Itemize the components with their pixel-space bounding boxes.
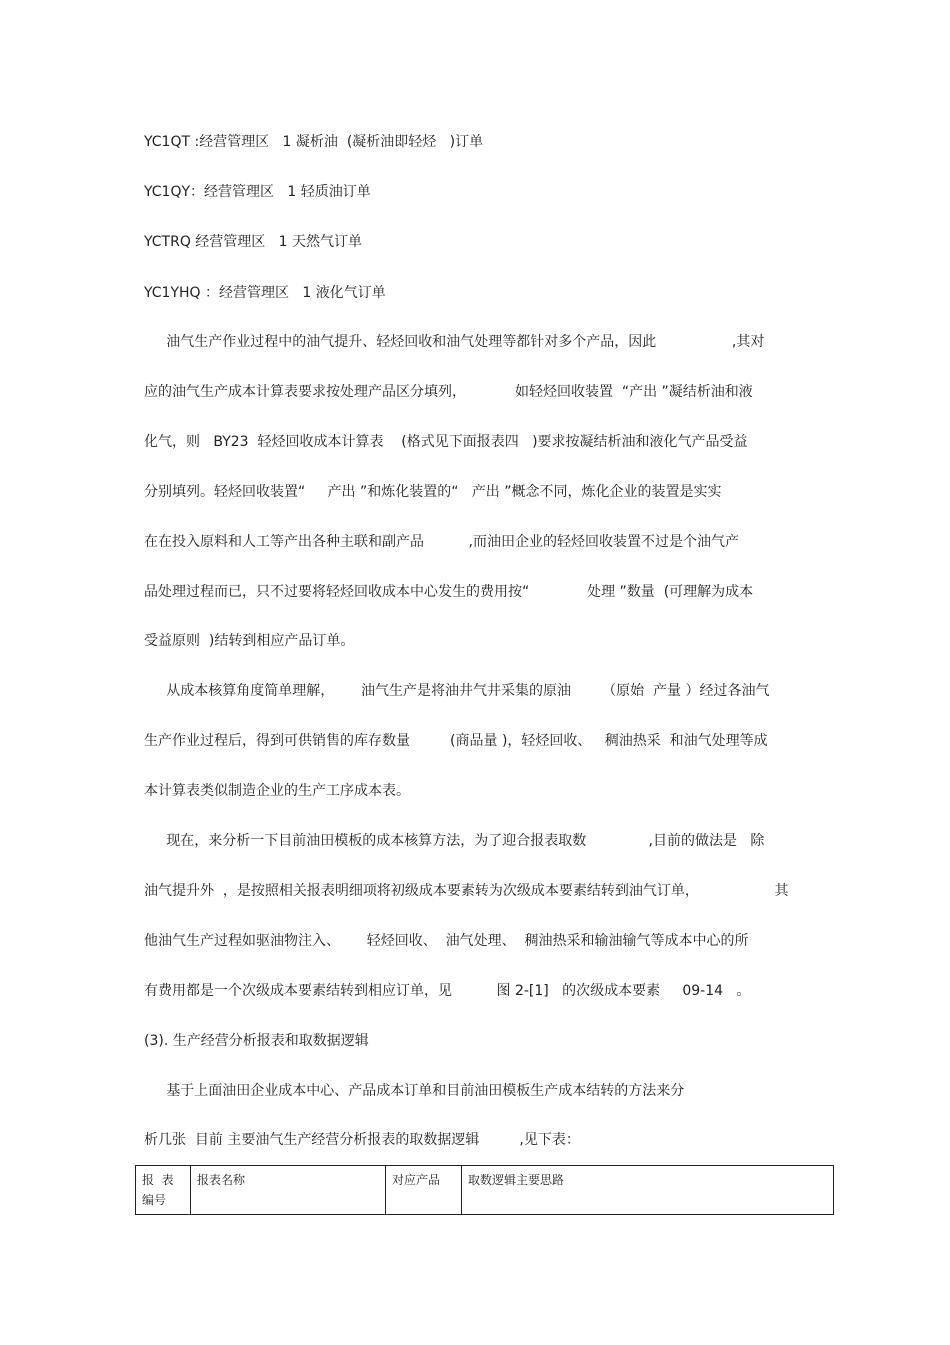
text-line: 本计算表类似制造企业的生产工序成本表。 — [144, 783, 410, 799]
text-line: 有费用都是一个次级成本要素结转到相应订单，见 图 2-[1] 的次级成本要素 09-14 。 — [144, 983, 751, 999]
text-line: YC1YHQ ：经营管理区 1 液化气订单 — [144, 285, 386, 301]
text-line: YCTRQ 经营管理区 1 天然气订单 — [144, 234, 363, 250]
text-line: 析几张 目前 主要油气生产经营分析报表的取数据逻辑 ,见下表： — [144, 1132, 580, 1148]
text-line: 现在，来分析一下目前油田模板的成本核算方法，为了迎合报表取数 ,目前的做法是 除 — [144, 833, 765, 849]
text-line: 油气提升外 ，是按照相关报表明细项将初级成本要素转为次级成本要素结转到油气订单， 其 — [144, 883, 789, 899]
text-line: 油气生产作业过程中的油气提升、轻烃回收和油气处理等都针对多个产品，因此 ,其对 — [144, 334, 765, 350]
header-report-number: 报 表 编号 — [136, 1166, 191, 1215]
text-line: YC1QT :经营管理区 1 凝析油 (凝析油即轻烃 )订单 — [144, 134, 484, 150]
text-line: 生产作业过程后，得到可供销售的库存数量 (商品量 )，轻烃回收、 稠油热采 和油气处理等成 — [144, 733, 768, 749]
text-line: 受益原则 )结转到相应产品订单。 — [144, 633, 355, 649]
text-line: YC1QY：经营管理区 1 轻质油订单 — [144, 184, 371, 200]
section-heading: (3). 生产经营分析报表和取数据逻辑 — [144, 1033, 369, 1049]
text-line: 应的油气生产成本计算表要求按处理产品区分填列， 如轻烃回收装置 “产出 ”凝结析油和液 — [144, 384, 753, 400]
text-line: 化气，则 BY23 轻烃回收成本计算表 (格式见下面报表四 )要求按凝结析油和液化气产品受益 — [144, 434, 748, 450]
header-report-name: 报表名称 — [191, 1166, 386, 1215]
table-header-row — [136, 1166, 834, 1215]
text-line: 基于上面油田企业成本中心、产品成本订单和目前油田模板生产成本结转的方法来分 — [144, 1083, 685, 1099]
text-line: 从成本核算角度简单理解， 油气生产是将油井气井采集的原油 （原始 产量 ）经过各油气 — [144, 683, 770, 699]
text-line: 他油气生产过程如驱油物注入、 轻烃回收、 油气处理、 稠油热采和输油输气等成本中心的所 — [144, 933, 749, 949]
text-line: 品处理过程而已，只不过要将轻烃回收成本中心发生的费用按“ 处理 ”数量 (可理解为成本 — [144, 584, 754, 600]
header-product: 对应产品 — [386, 1166, 462, 1215]
text-line: 在在投入原料和人工等产出各种主联和副产品 ,而油田企业的轻烃回收装置不过是个油气产 — [144, 534, 739, 550]
text-line: 分别填列。轻烃回收装置“ 产出 ”和炼化装置的“ 产出 ”概念不同，炼化企业的装置是实实 — [144, 484, 722, 500]
report-table — [135, 1165, 834, 1215]
header-logic: 取数逻辑主要思路 — [462, 1166, 834, 1215]
